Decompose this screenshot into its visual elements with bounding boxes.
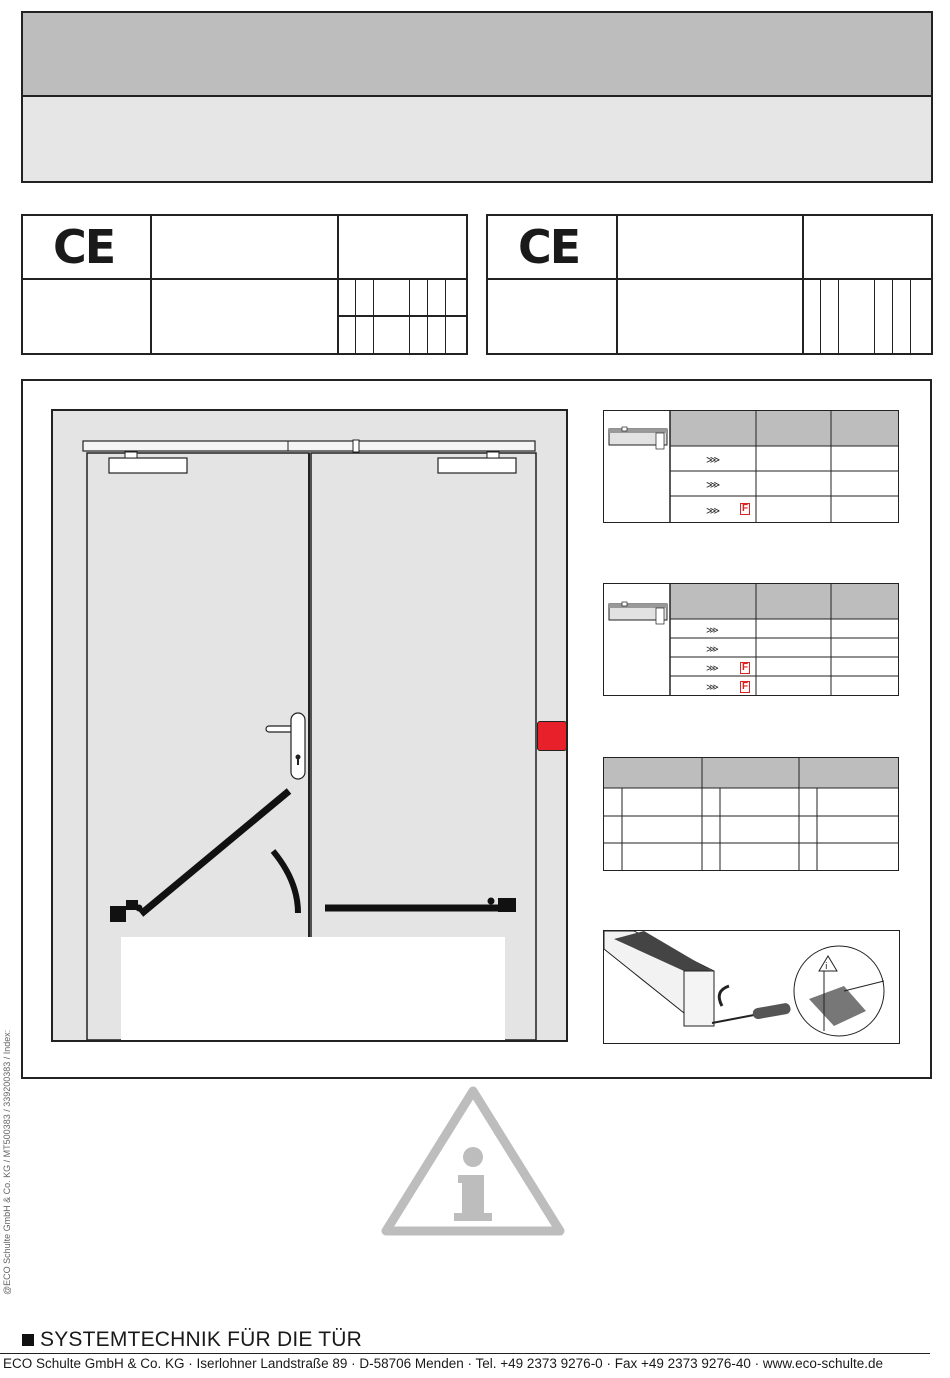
footer-square-icon — [22, 1334, 34, 1346]
svg-text:⋙: ⋙ — [706, 455, 721, 466]
ce-mark-icon: CE — [53, 220, 115, 274]
svg-text:⋙: ⋙ — [706, 683, 719, 693]
closer-adjustment-drawing — [604, 931, 899, 1043]
rotation-arrow-icon — [719, 986, 729, 1006]
door-drawing — [53, 411, 566, 1040]
document-reference-text: @ECO Schulte GmbH & Co. KG / MT500383 / 339200383 / Index: — [2, 1029, 12, 1295]
door-closer-icon — [109, 458, 187, 473]
table-grid — [604, 758, 898, 870]
footer-address: ECO Schulte GmbH & Co. KG · Iserlohner Landstraße 89 · D-58706 Menden · Tel. +49 2373 9276-0 · Fax +49 2373 9276-40 · www.eco-schulte.de — [3, 1356, 883, 1371]
footer-rule — [0, 1353, 930, 1354]
fire-rating-badge: F — [742, 681, 749, 692]
fire-rating-badge: F — [742, 662, 749, 673]
header-subtitle-bar — [21, 95, 933, 183]
ce-panel-left — [21, 214, 468, 355]
screwdriver-icon — [712, 1002, 791, 1023]
svg-text:⋙: ⋙ — [706, 626, 719, 636]
spec-table-3 — [603, 757, 899, 871]
table-grid — [604, 584, 898, 695]
door-closer-icon — [438, 458, 516, 473]
info-warning-icon — [380, 1083, 566, 1238]
svg-text:⋙: ⋙ — [706, 506, 721, 517]
svg-text:i: i — [825, 962, 828, 972]
spec-table-1 — [603, 410, 899, 523]
fire-rating-badge: F — [742, 503, 749, 514]
svg-text:⋙: ⋙ — [706, 645, 719, 655]
svg-text:⋙: ⋙ — [706, 480, 721, 491]
table-grid — [604, 411, 898, 522]
footer-title: SYSTEMTECHNIK FÜR DIE TÜR — [40, 1328, 362, 1351]
adjustment-illustration — [603, 930, 900, 1044]
spec-table-2 — [603, 583, 899, 696]
ce-panel-right — [486, 214, 933, 355]
red-marker — [537, 721, 567, 751]
double-door-illustration — [51, 409, 568, 1042]
header-title-bar — [21, 11, 933, 97]
ce-mark-icon: CE — [518, 220, 580, 274]
svg-text:⋙: ⋙ — [706, 664, 719, 674]
